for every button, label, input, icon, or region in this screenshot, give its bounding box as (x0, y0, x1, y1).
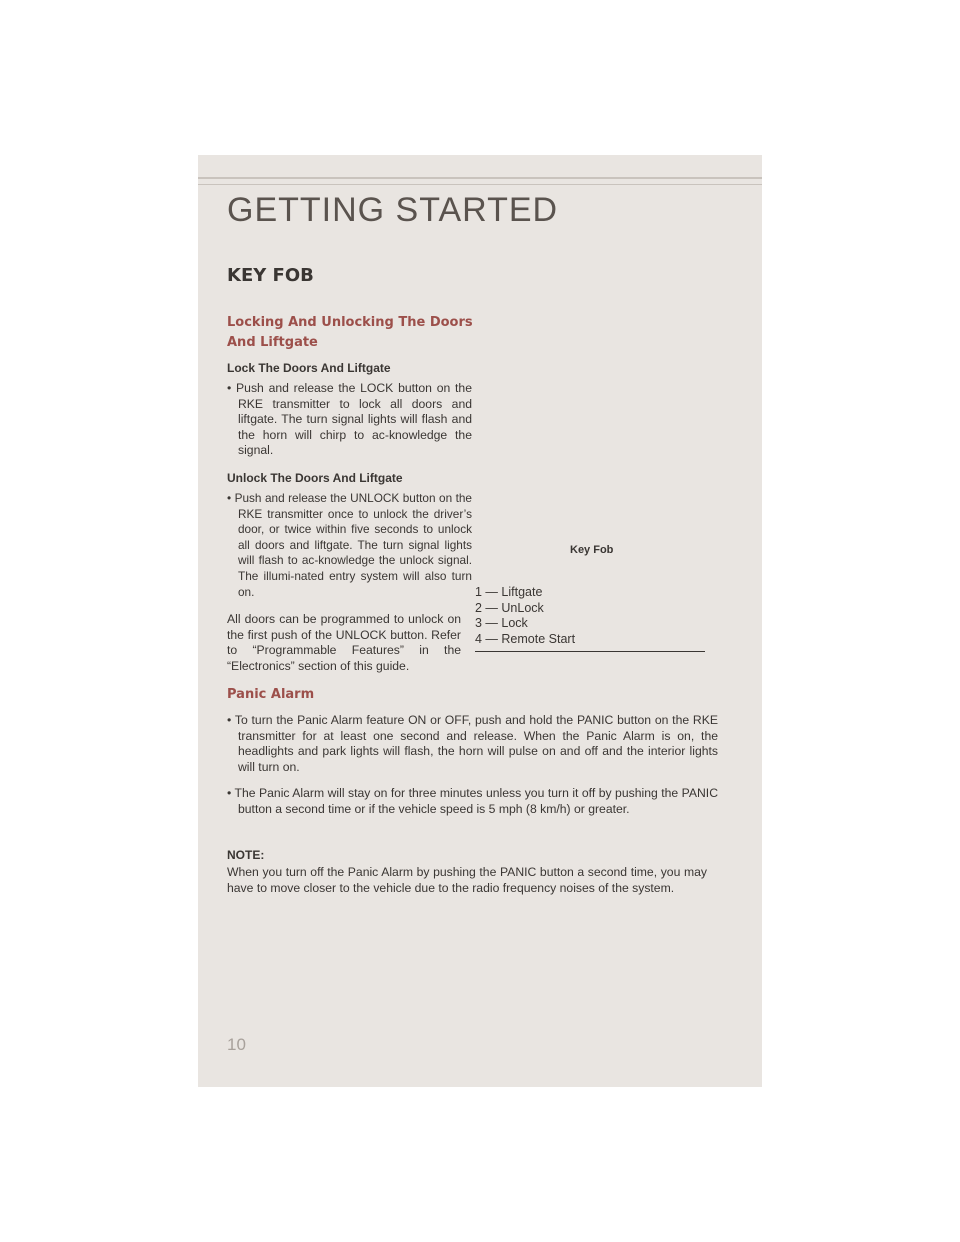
lock-doors-bullet: • Push and release the LOCK button on the RKE transmitter to lock all doors and liftgate. The turn signal lights will flash and the horn will chirp to ac-knowledge the signal. (227, 381, 472, 458)
lock-doors-heading: Lock The Doors And Liftgate (227, 361, 391, 375)
page-number: 10 (227, 1035, 246, 1054)
note-text: When you turn off the Panic Alarm by pushing the PANIC button a second time, you may have to move closer to the vehicle due to the radio frequency noises of the system. (227, 865, 707, 895)
panic-alarm-heading: Panic Alarm (227, 687, 315, 702)
manual-page (198, 155, 762, 1087)
unlock-doors-heading: Unlock The Doors And Liftgate (227, 471, 403, 485)
unlock-doors-bullet: • Push and release the UNLOCK button on the RKE transmitter once to unlock the driver’s door, or twice within five seconds to unlock all doors and liftgate. The turn signal lights will flash to ac-knowledge the unlock signal. The illumi-nated entry system will also turn on. (227, 491, 472, 599)
panic-alarm-bullet-1: • To turn the Panic Alarm feature ON or OFF, push and hold the PANIC button on the RKE transmitter for at least one second and release. When the Panic Alarm is on, the headlights and park lights will flash, the horn will pulse on and off and the interior lights will turn on. (227, 713, 718, 774)
key-fob-title: KEY FOB (227, 265, 314, 286)
programmable-paragraph: All doors can be programmed to unlock on the first push of the UNLOCK button. Refer to “Programmable Features” in the “Electronics” section of this guide. (227, 612, 461, 673)
legend-item: 2 — UnLock (475, 600, 544, 615)
legend-divider (475, 651, 705, 652)
header-rule-bottom (198, 184, 762, 185)
section-title: GETTING STARTED (227, 191, 559, 229)
figure-legend (475, 585, 705, 647)
legend-item: 4 — Remote Start (475, 631, 576, 646)
legend-item: 1 — Liftgate (475, 585, 543, 599)
figure-caption: Key Fob (570, 544, 614, 556)
header-rule-top (198, 177, 762, 179)
legend-item: 3 — Lock (475, 616, 528, 631)
note-label: NOTE: (227, 848, 265, 862)
lock-unlock-heading: Locking And Unlocking The Doors And Liftgate (227, 315, 473, 350)
panic-alarm-bullet-2: • The Panic Alarm will stay on for three minutes unless you turn it off by pushing the PANIC button a second time or if the vehicle speed is 5 mph (8 km/h) or greater. (227, 786, 718, 816)
